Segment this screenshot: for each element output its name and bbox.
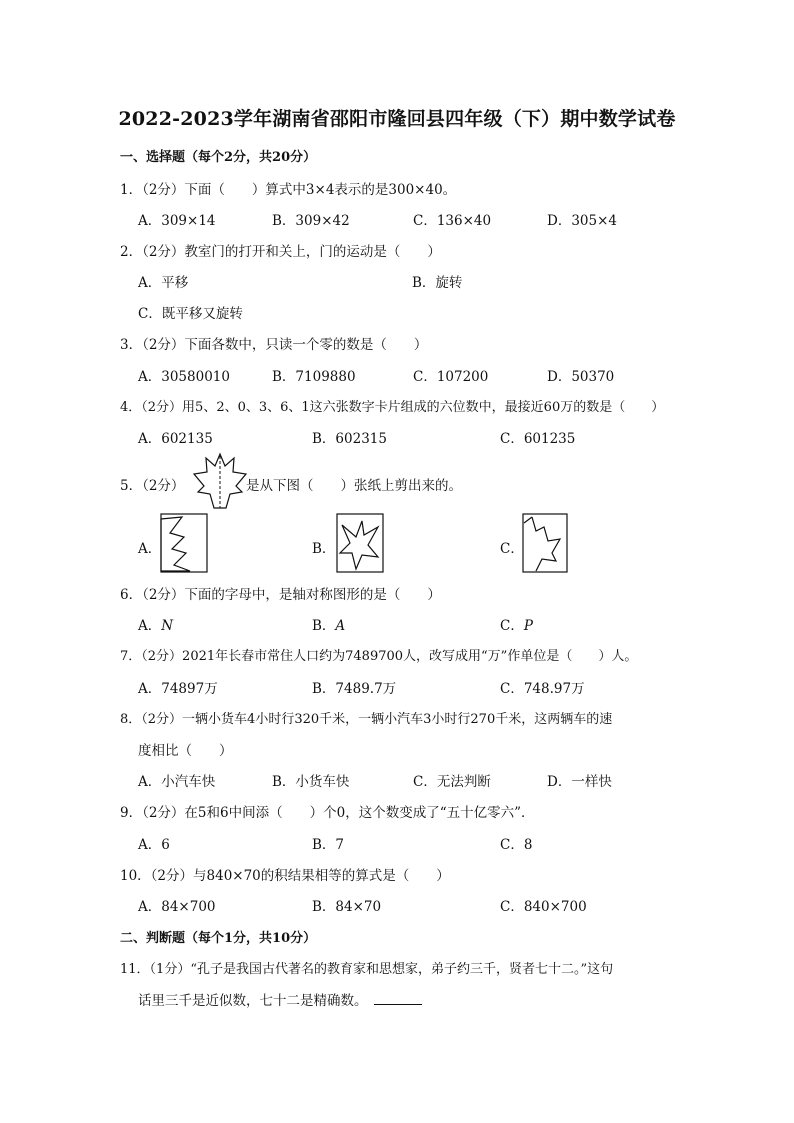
q3-option-a[interactable]: A．30580010 — [138, 369, 230, 385]
q5-option-c-label[interactable]: C． — [500, 541, 524, 557]
q10-option-a[interactable]: A．84×700 — [138, 899, 216, 915]
page-title: 2022-2023学年湖南省邵阳市隆回县四年级（下）期中数学试卷 — [118, 108, 676, 130]
question-5-stem-prefix: 5．（2分） — [120, 478, 185, 494]
question-4-stem: 4．（2分）用5、2、0、3、6、1这六张数字卡片组成的六位数中，最接近60万的数是（ ） — [120, 400, 665, 415]
q6-option-b-prefix: B． — [312, 618, 336, 634]
question-8-stem-line1: 8．（2分）一辆小货车4小时行320千米，一辆小汽车3小时行270千米，这两辆车的速 — [120, 712, 613, 727]
q5-option-c-paper-figure[interactable] — [522, 513, 568, 573]
q10-option-b[interactable]: B．84×70 — [312, 899, 382, 915]
section-heading-choice: 一、选择题（每个2分，共20分） — [120, 150, 317, 165]
question-11-text: 话里三千是近似数，七十二是精确数。 — [138, 993, 368, 1009]
q6-option-b-letter: A — [335, 618, 346, 634]
q7-option-c[interactable]: C．748.97万 — [500, 681, 585, 697]
q1-option-c[interactable]: C．136×40 — [413, 213, 492, 229]
q6-option-a[interactable] — [138, 614, 173, 634]
q8-option-b[interactable]: B．小货车快 — [272, 774, 350, 790]
q4-option-c[interactable]: C．601235 — [500, 431, 576, 447]
q3-option-b[interactable]: B．7109880 — [272, 369, 356, 385]
question-5-stem-suffix: 是从下图（ ）张纸上剪出来的。 — [246, 478, 462, 494]
q1-option-d[interactable]: D．305×4 — [547, 213, 617, 229]
question-9-stem: 9．（2分）在5和6中间添（ ）个0，这个数变成了“五十亿零六”． — [120, 805, 535, 821]
q2-option-b[interactable]: B．旋转 — [412, 275, 463, 291]
q6-option-a-letter: N — [161, 618, 174, 634]
q3-option-d[interactable]: D．50370 — [547, 369, 615, 385]
question-10-stem: 10．（2分）与840×70的积结果相等的算式是（ ） — [120, 868, 450, 884]
question-1-stem: 1．（2分）下面（ ）算式中3×4表示的是300×40。 — [120, 182, 457, 198]
q5-option-a-paper-figure[interactable] — [160, 513, 208, 573]
q6-option-c-letter: P — [523, 618, 533, 634]
q3-option-c[interactable]: C．107200 — [413, 369, 489, 385]
q6-option-c[interactable] — [500, 614, 533, 634]
q9-option-a[interactable]: A．6 — [138, 837, 170, 853]
q6-option-c-prefix: C． — [500, 618, 524, 634]
question-8-stem-line2: 度相比（ ） — [138, 743, 233, 759]
question-6-stem: 6．（2分）下面的字母中，是轴对称图形的是（ ） — [120, 587, 441, 603]
answer-blank[interactable] — [374, 992, 422, 1005]
q2-option-a[interactable]: A．平移 — [138, 275, 189, 291]
q5-option-a-label[interactable]: A． — [138, 541, 162, 557]
q9-option-b[interactable]: B．7 — [312, 837, 345, 853]
question-2-stem: 2．（2分）教室门的打开和关上，门的运动是（ ） — [120, 244, 441, 260]
q8-option-a[interactable]: A．小汽车快 — [138, 774, 216, 790]
question-3-stem: 3．（2分）下面各数中，只读一个零的数是（ ） — [120, 337, 428, 353]
maple-leaf-figure — [192, 452, 248, 510]
q5-option-b-paper-figure[interactable] — [336, 513, 384, 573]
q8-option-d[interactable]: D．一样快 — [547, 774, 612, 790]
q7-option-b[interactable]: B．7489.7万 — [312, 681, 397, 697]
q6-option-b[interactable] — [312, 614, 345, 634]
q7-option-a[interactable]: A．74897万 — [138, 681, 218, 697]
q1-option-a[interactable]: A．309×14 — [138, 213, 216, 229]
question-7-stem: 7．（2分）2021年长春市常住人口约为7489700人，改写成用“万”作单位是（ ）人。 — [120, 649, 638, 664]
section-heading-judgement: 二、判断题（每个1分，共10分） — [120, 931, 317, 946]
q1-option-b[interactable]: B．309×42 — [272, 213, 350, 229]
q5-option-b-label[interactable]: B． — [312, 541, 336, 557]
q2-option-c[interactable]: C．既平移又旋转 — [138, 306, 243, 322]
question-11-stem-line2 — [138, 989, 422, 1009]
q8-option-c[interactable]: C．无法判断 — [413, 774, 491, 790]
q4-option-a[interactable]: A．602135 — [138, 431, 213, 447]
q6-option-a-prefix: A． — [138, 618, 162, 634]
question-11-stem-line1: 11．（1分）“孔子是我国古代著名的教育家和思想家，弟子约三千，贤者七十二。”这句 — [120, 962, 614, 977]
q4-option-b[interactable]: B．602315 — [312, 431, 387, 447]
q9-option-c[interactable]: C．8 — [500, 837, 533, 853]
q10-option-c[interactable]: C．840×700 — [500, 899, 587, 915]
